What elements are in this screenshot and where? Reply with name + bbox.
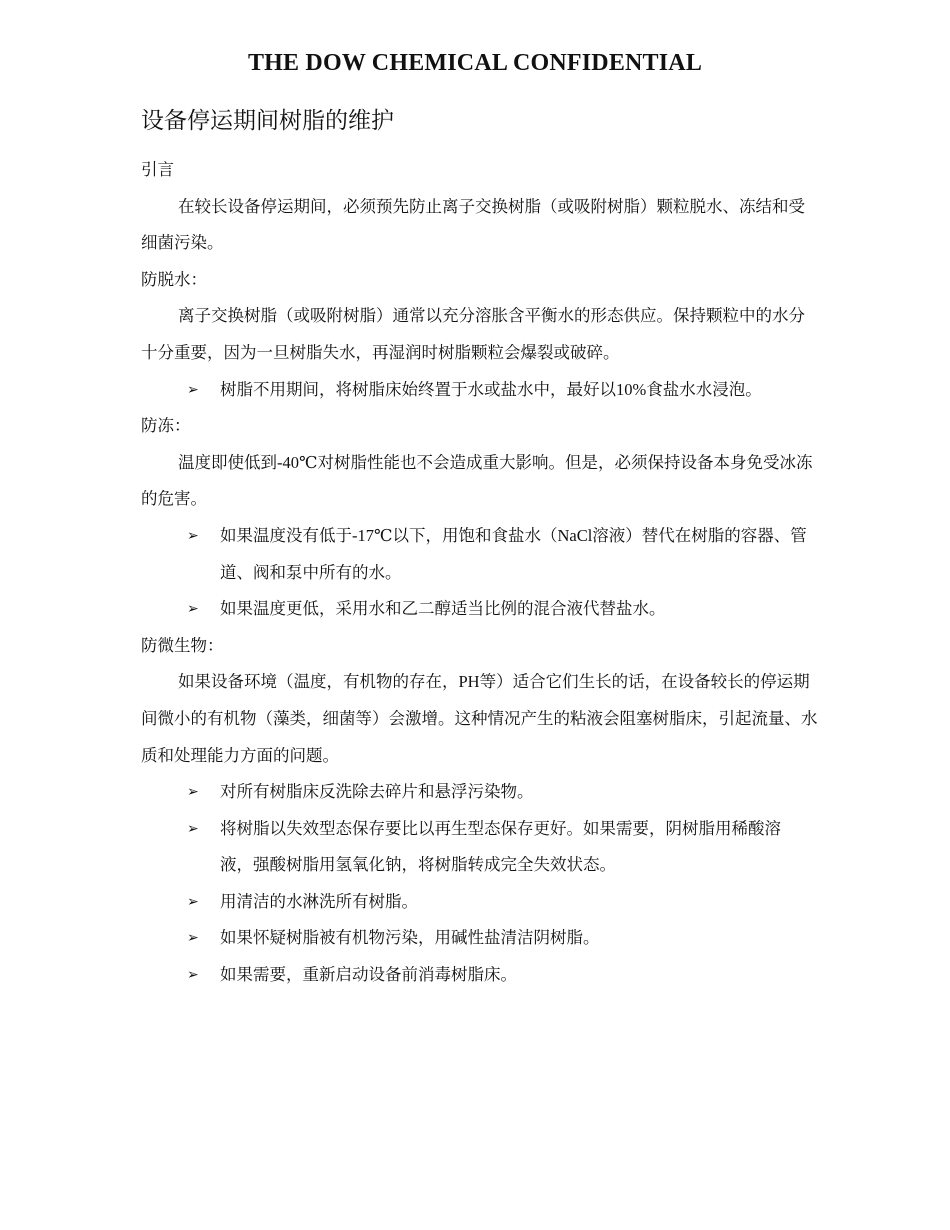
bullet-item <box>141 920 821 957</box>
arrow-bullet-icon: ➢ <box>187 601 199 618</box>
arrow-bullet-icon: ➢ <box>187 893 199 910</box>
section-paragraph: 在较长设备停运期间，必须预先防止离子交换树脂（或吸附树脂）颗粒脱水、冻结和受细菌污染。 <box>141 196 805 253</box>
arrow-bullet-icon: ➢ <box>187 784 199 801</box>
bullet-item <box>141 518 821 591</box>
bullet-text: 如果温度更低，采用水和乙二醇适当比例的混合液代替盐水。 <box>220 599 666 619</box>
document-title: 设备停运期间树脂的维护 <box>141 108 394 133</box>
bullet-list <box>141 518 821 628</box>
arrow-bullet-icon: ➢ <box>187 930 199 947</box>
bullet-text: 对所有树脂床反洗除去碎片和悬浮污染物。 <box>220 782 534 802</box>
section-heading: 防微生物： <box>141 635 224 655</box>
section-anti-microbial <box>141 628 821 994</box>
bullet-text: 如果怀疑树脂被有机物污染，用碱性盐清洁阴树脂。 <box>220 928 600 948</box>
section-heading: 防冻： <box>141 416 191 436</box>
document-body <box>141 152 821 994</box>
section-paragraph: 如果设备环境（温度，有机物的存在，PH等）适合它们生长的话，在设备较长的停运期间微小的有机物（藻类，细菌等）会激增。这种情况产生的粘液会阻塞树脂床，引起流量、水质和处理能力方面的问题。 <box>141 672 818 765</box>
bullet-text: 树脂不用期间，将树脂床始终置于水或盐水中，最好以10%食盐水水浸泡。 <box>220 379 762 399</box>
arrow-bullet-icon: ➢ <box>187 967 199 984</box>
bullet-item <box>141 774 821 811</box>
bullet-list <box>141 372 821 409</box>
section-introduction <box>141 152 821 262</box>
bullet-text: 将树脂以失效型态保存要比以再生型态保存更好。如果需要，阴树脂用稀酸溶液，强酸树脂用氢氧化钠，将树脂转成完全失效状态。 <box>220 818 781 875</box>
section-anti-dehydration <box>141 262 821 408</box>
bullet-item <box>141 884 821 921</box>
section-anti-freeze <box>141 408 821 628</box>
confidential-header: THE DOW CHEMICAL CONFIDENTIAL <box>247 50 703 76</box>
bullet-text: 如果需要，重新启动设备前消毒树脂床。 <box>220 965 517 985</box>
section-paragraph: 温度即使低到-40℃对树脂性能也不会造成重大影响。但是，必须保持设备本身免受冰冻的危害。 <box>141 452 813 509</box>
bullet-text: 如果温度没有低于-17℃以下，用饱和食盐水（NaCl溶液）替代在树脂的容器、管道、阀和泵中所有的水。 <box>220 525 807 582</box>
bullet-item <box>141 811 821 884</box>
section-paragraph: 离子交换树脂（或吸附树脂）通常以充分溶胀含平衡水的形态供应。保持颗粒中的水分十分重要，因为一旦树脂失水，再湿润时树脂颗粒会爆裂或破碎。 <box>141 306 805 362</box>
section-heading: 防脱水： <box>141 269 207 289</box>
arrow-bullet-icon: ➢ <box>187 381 199 398</box>
bullet-item <box>141 957 821 994</box>
bullet-text: 用清洁的水淋洗所有树脂。 <box>220 891 418 911</box>
arrow-bullet-icon: ➢ <box>187 820 199 837</box>
arrow-bullet-icon: ➢ <box>187 527 199 544</box>
bullet-list <box>141 774 821 994</box>
bullet-item <box>141 372 821 409</box>
section-heading: 引言 <box>141 160 174 179</box>
bullet-item <box>141 591 821 628</box>
